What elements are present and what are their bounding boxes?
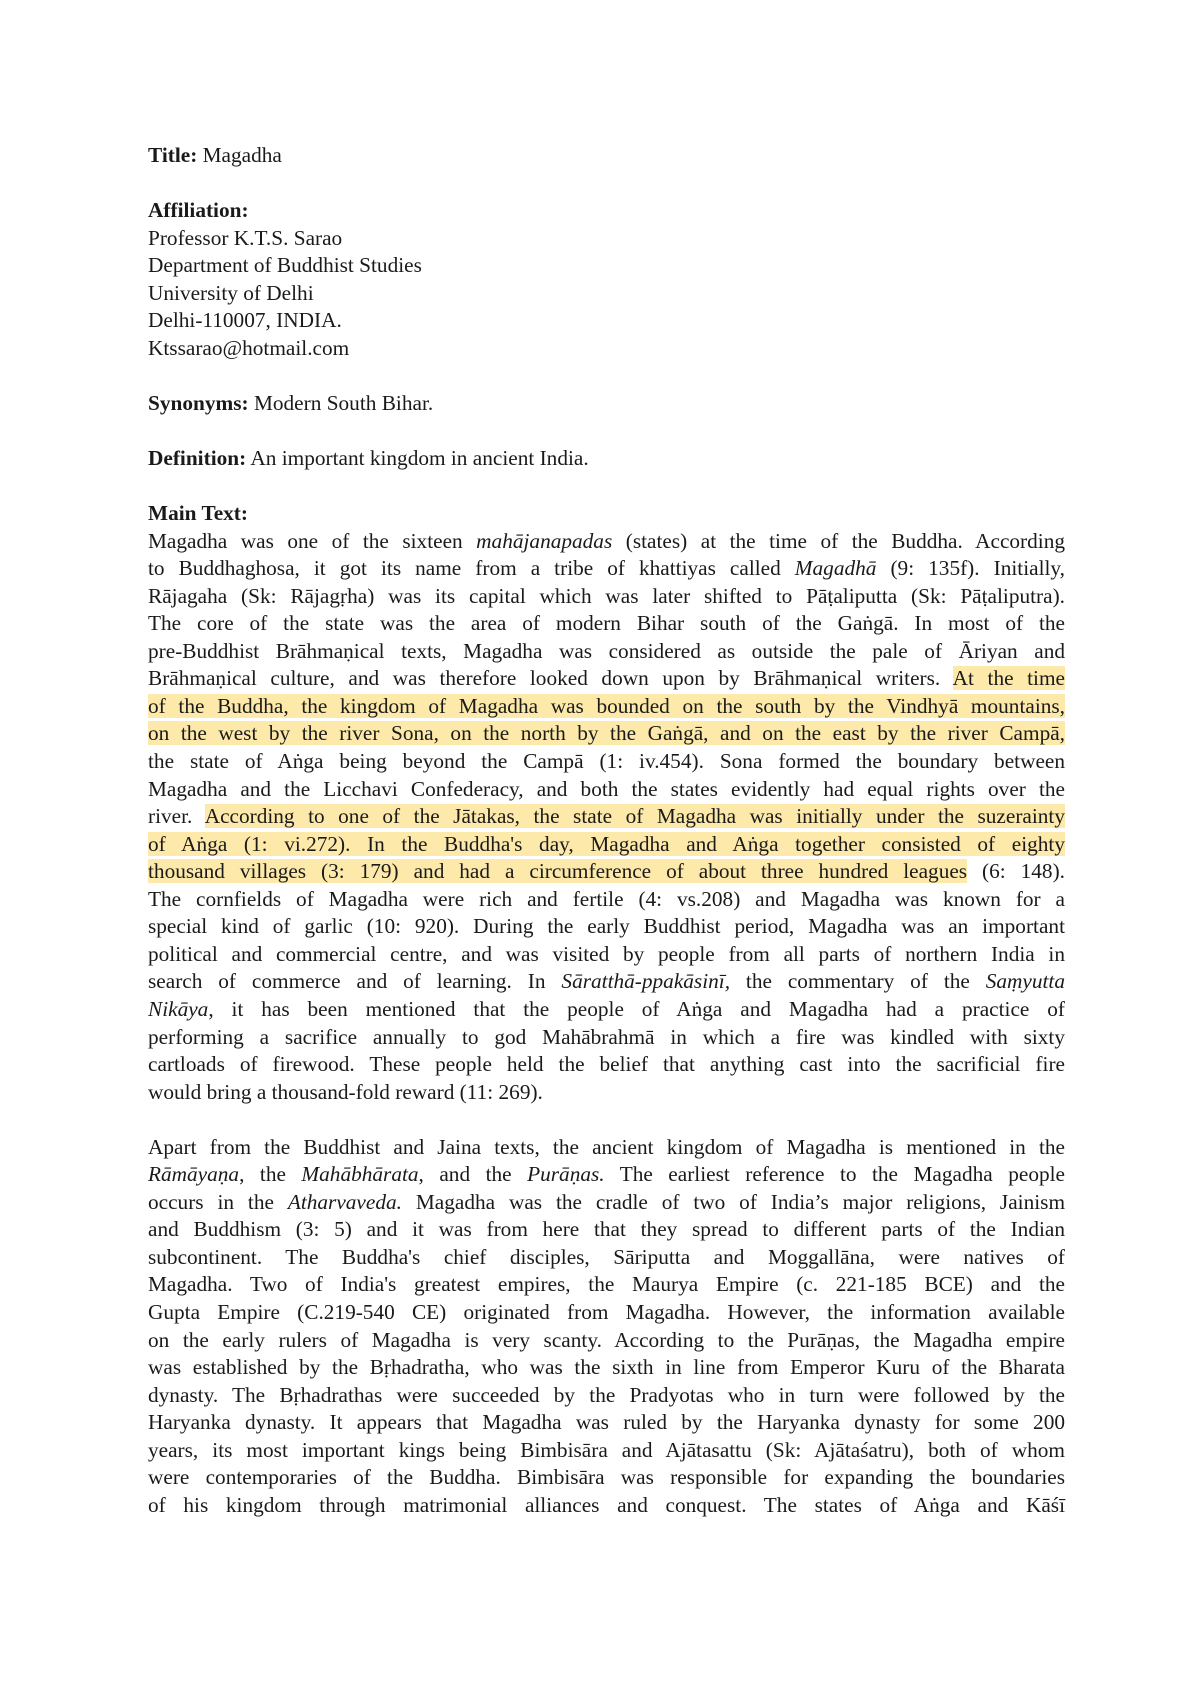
text-line — [148, 528, 1065, 556]
text-line: dynasty. The Bṛhadrathas were succeeded by the Pradyotas who in turn were followed by the — [148, 1382, 1065, 1407]
italic-term: Nikāya — [148, 996, 209, 1021]
text-run: , it has been mentioned that the people of Aṅga and Magadha had a practice of — [208, 996, 1065, 1021]
text-line — [148, 803, 1065, 831]
text-line — [148, 1189, 1065, 1217]
affiliation-line-email: Ktssarao@hotmail.com — [148, 335, 350, 360]
text-line: of his kingdom through matrimonial alliances and conquest. The states of Aṅga and Kāśī — [148, 1492, 1065, 1517]
text-run: Magadha was the cradle of two of India’s major religions, Jainism — [401, 1189, 1066, 1214]
affiliation-line-address: Delhi-110007, INDIA. — [148, 308, 342, 333]
text-line — [148, 693, 1065, 721]
text-run: The earliest reference to the Magadha people — [604, 1162, 1065, 1187]
affiliation-line-university: University of Delhi — [148, 280, 314, 305]
spacer — [148, 362, 1065, 390]
highlighted-text: on the west by the river Sona, on the north by the Gaṅgā, and on the east by the river Campā, — [148, 721, 1065, 746]
text-line: The core of the state was the area of modern Bihar south of the Gaṅgā. In most of the — [148, 611, 1065, 636]
highlighted-text: According to one of the Jātakas, the state of Magadha was initially under the suzerainty — [204, 804, 1065, 829]
text-run: , and the — [418, 1162, 528, 1187]
text-line — [148, 665, 1065, 693]
text-line: and Buddhism (3: 5) and it was from here that they spread to different parts of the Indian — [148, 1217, 1065, 1242]
text-run: to Buddhaghosa, it got its name from a tribe of khattiyas called — [148, 556, 795, 581]
text-run: Magadha was one of the sixteen — [148, 528, 477, 553]
text-line: would bring a thousand-fold reward (11: 269). — [148, 1079, 543, 1104]
main-text-label: Main Text: — [148, 501, 248, 526]
highlighted-text: of Aṅga (1: vi.272). In the Buddha's day, Magadha and Aṅga together consisted of eighty — [148, 831, 1065, 856]
text-run: river. — [148, 804, 205, 829]
text-run: search of commerce and of learning. In — [148, 969, 562, 994]
text-line: cartloads of firewood. These people held the belief that anything cast into the sacrificial fire — [148, 1052, 1065, 1077]
text-line: Apart from the Buddhist and Jaina texts, the ancient kingdom of Magadha is mentioned in the — [148, 1134, 1065, 1159]
text-line: pre-Buddhist Brāhmaṇical texts, Magadha was considered as outside the pale of Āriyan and — [148, 638, 1065, 663]
text-line — [148, 996, 1065, 1024]
text-line: Rājagaha (Sk: Rājagṛha) was its capital which was later shifted to Pāṭaliputta (Sk: Pāṭaliputra). — [148, 583, 1065, 608]
text-line — [148, 831, 1065, 859]
italic-term: mahājanapadas — [476, 528, 613, 553]
italic-term: Sāratthā-ppakāsinī, — [561, 969, 731, 994]
text-line: Magadha. Two of India's greatest empires, the Maurya Empire (c. 221-185 BCE) and the — [148, 1272, 1065, 1297]
italic-term: Saṃyutta — [985, 969, 1065, 994]
title-label: Title: — [148, 143, 198, 167]
text-run: (states) at the time of the Buddha. According — [612, 528, 1065, 553]
italic-term: Magadhā — [794, 556, 877, 581]
definition-value: An important kingdom in ancient India. — [250, 446, 589, 471]
paragraph-1 — [148, 528, 1065, 1106]
text-run: occurs in the — [148, 1189, 288, 1214]
text-run: (9: 135f). Initially, — [876, 556, 1065, 581]
text-line: Haryanka dynasty. It appears that Magadha was ruled by the Haryanka dynasty for some 200 — [148, 1410, 1065, 1435]
affiliation-line-name: Professor K.T.S. Sarao — [148, 225, 343, 250]
highlighted-text: of the Buddha, the kingdom of Magadha was bounded on the south by the Vindhyā mountains, — [148, 693, 1065, 718]
italic-term: Purāṇas. — [527, 1162, 605, 1187]
affiliation-label: Affiliation: — [148, 198, 249, 223]
text-run: Brāhmaṇical culture, and was therefore looked down upon by Brāhmaṇical writers. — [148, 666, 953, 691]
highlighted-text: thousand villages (3: 179) and had a circumference of about three hundred leagues — [148, 859, 968, 884]
text-line: performing a sacrifice annually to god Mahābrahmā in which a fire was kindled with sixty — [148, 1024, 1065, 1049]
text-line: years, its most important kings being Bimbisāra and Ajātasattu (Sk: Ajātaśatru), both of whom — [148, 1437, 1065, 1462]
highlighted-text: At the time — [952, 666, 1065, 691]
text-line: political and commercial centre, and was visited by people from all parts of northern India in — [148, 941, 1065, 966]
italic-term: Mahābhārata — [301, 1162, 419, 1187]
document-page — [148, 142, 1065, 1519]
italic-term: Atharvaveda. — [287, 1189, 402, 1214]
spacer — [148, 1106, 1065, 1134]
affiliation-line-department: Department of Buddhist Studies — [148, 253, 422, 278]
text-line: special kind of garlic (10: 920). During the early Buddhist period, Magadha was an important — [148, 914, 1065, 939]
text-line — [148, 1161, 1065, 1189]
text-line — [148, 720, 1065, 748]
definition-line — [148, 445, 1065, 473]
synonyms-label: Synonyms: — [148, 390, 249, 415]
text-line: on the early rulers of Magadha is very scanty. According to the Purāṇas, the Magadha empire — [148, 1327, 1065, 1352]
text-line: Gupta Empire (C.219-540 CE) originated from Magadha. However, the information available — [148, 1299, 1065, 1324]
definition-label: Definition: — [148, 446, 247, 471]
text-run: the commentary of the — [730, 969, 986, 994]
title-value: Magadha — [202, 143, 282, 167]
text-line: subcontinent. The Buddha's chief disciples, Sāriputta and Moggallāna, were natives of — [148, 1244, 1065, 1269]
spacer — [148, 473, 1065, 501]
paragraph-2 — [148, 1134, 1065, 1520]
text-line: The cornfields of Magadha were rich and fertile (4: vs.208) and Magadha was known for a — [148, 886, 1065, 911]
text-line: were contemporaries of the Buddha. Bimbisāra was responsible for expanding the boundaries — [148, 1465, 1065, 1490]
spacer — [148, 170, 1065, 198]
text-line: the state of Aṅga being beyond the Campā (1: iv.454). Sona formed the boundary between — [148, 749, 1065, 774]
spacer — [148, 417, 1065, 445]
text-line: Magadha and the Licchavi Confederacy, and both the states evidently had equal rights over the — [148, 776, 1065, 801]
synonyms-line — [148, 390, 1065, 418]
title-line — [148, 142, 1065, 170]
text-line — [148, 858, 1065, 886]
text-line — [148, 555, 1065, 583]
text-run: , the — [239, 1162, 302, 1187]
text-line — [148, 968, 1065, 996]
text-line: was established by the Bṛhadratha, who was the sixth in line from Emperor Kuru of the Bharata — [148, 1355, 1065, 1380]
synonyms-value: Modern South Bihar. — [253, 390, 434, 415]
italic-term: Rāmāyaṇa — [148, 1162, 240, 1187]
text-run: (6: 148). — [967, 859, 1065, 884]
